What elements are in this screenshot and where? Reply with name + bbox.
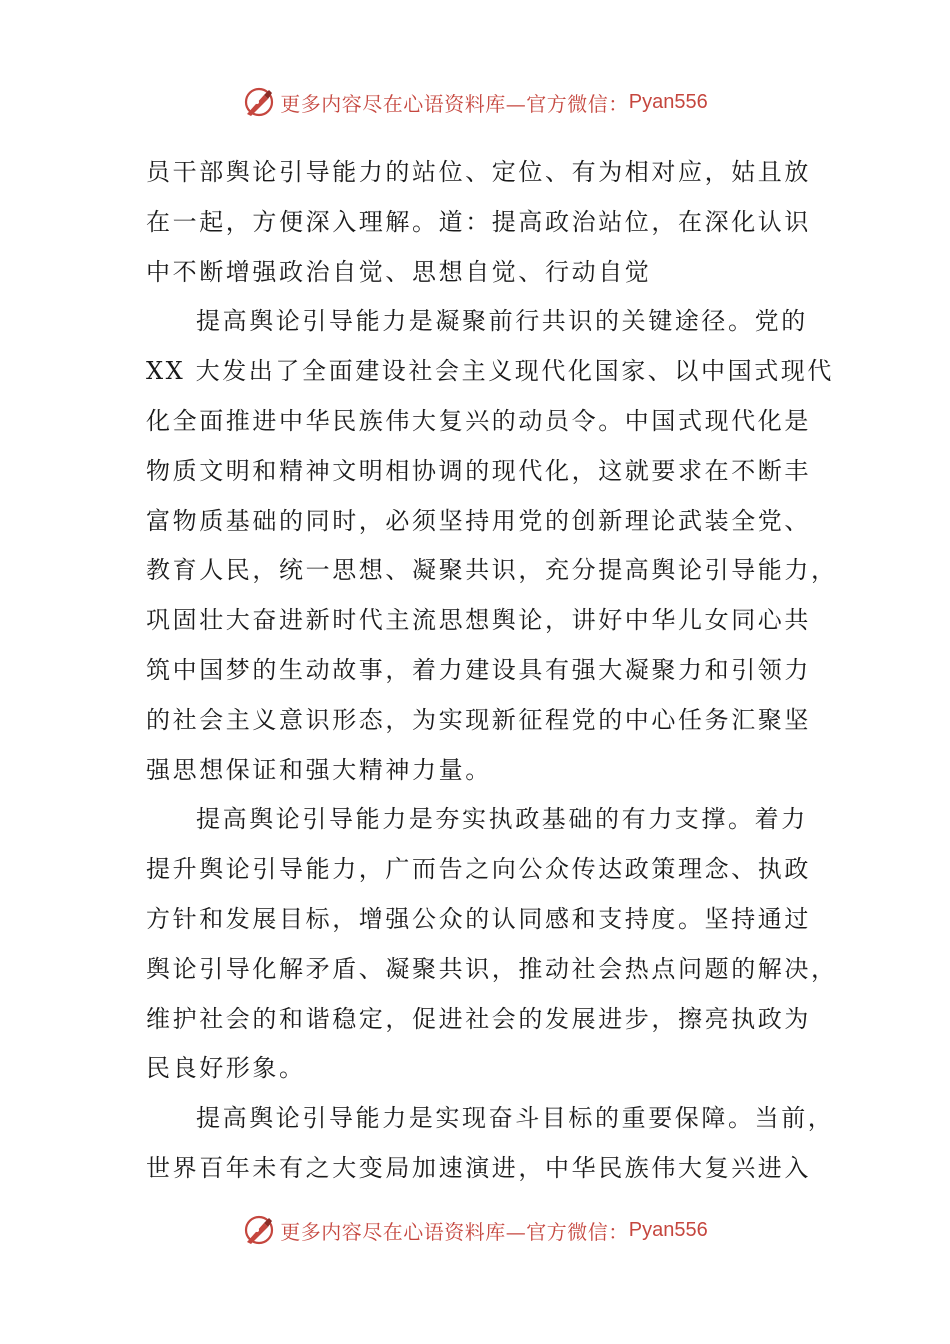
- text-line: 强思想保证和强大精神力量。: [146, 755, 492, 784]
- paragraph: [146, 1094, 835, 1194]
- banner-text: 更多内容尽在心语资料库—官方微信：: [280, 1219, 629, 1244]
- text-line: 巩固壮大奋进新时代主流思想舆论，讲好中华儿女同心共: [146, 606, 811, 635]
- banner-wechat-id: Pyan556: [628, 1218, 708, 1241]
- text-line: 在一起，方便深入理解。道：提高政治站位，在深化认识: [146, 207, 811, 236]
- text-line: 筑中国梦的生动故事，着力建设具有强大凝聚力和引领力: [146, 655, 811, 684]
- banner-text: 更多内容尽在心语资料库—官方微信：: [280, 91, 629, 116]
- header-banner: [0, 82, 950, 122]
- banner-wechat-id: Pyan556: [628, 90, 708, 113]
- text-line: 中不断增强政治自觉、思想自觉、行动自觉: [146, 257, 652, 286]
- paragraph: [146, 297, 838, 795]
- text-line: 提高舆论引导能力是实现奋斗目标的重要保障。当前，: [196, 1104, 835, 1133]
- text-line: 民良好形象。: [146, 1054, 306, 1083]
- text-line: 维护社会的和谐稳定，促进社会的发展进步，擦亮执政为: [146, 1004, 811, 1033]
- paragraph: [146, 795, 838, 1094]
- pen-circle-logo-icon: [242, 1213, 276, 1247]
- footer-banner: [0, 1210, 950, 1250]
- text-line: 提高舆论引导能力是夯实执政基础的有力支撑。着力: [196, 805, 808, 834]
- text-line: 富物质基础的同时，必须坚持用党的创新理论武装全党、: [146, 506, 811, 535]
- paragraph: [146, 148, 811, 297]
- text-line: 教育人民，统一思想、凝聚共识，充分提高舆论引导能力，: [146, 556, 838, 585]
- pen-circle-logo-icon: [242, 85, 276, 119]
- text-line: 物质文明和精神文明相协调的现代化，这就要求在不断丰: [146, 456, 811, 485]
- text-line: 提升舆论引导能力，广而告之向公众传达政策理念、执政: [146, 855, 811, 884]
- text-line: 员干部舆论引导能力的站位、定位、有为相对应，姑且放: [146, 158, 811, 186]
- text-line: 舆论引导化解矛盾、凝聚共识，推动社会热点问题的解决，: [146, 954, 838, 983]
- text-line: 化全面推进中华民族伟大复兴的动员令。中国式现代化是: [146, 406, 811, 435]
- text-line: 的社会主义意识形态，为实现新征程党的中心任务汇聚坚: [146, 705, 811, 734]
- text-line: 提高舆论引导能力是凝聚前行共识的关键途径。党的: [196, 307, 808, 336]
- document-body: [146, 148, 838, 1194]
- text-line: 方针和发展目标，增强公众的认同感和支持度。坚持通过: [146, 904, 811, 933]
- text-line: 世界百年未有之大变局加速演进，中华民族伟大复兴进入: [146, 1153, 811, 1182]
- text-line: XX 大发出了全面建设社会主义现代化国家、以中国式现代: [146, 357, 834, 386]
